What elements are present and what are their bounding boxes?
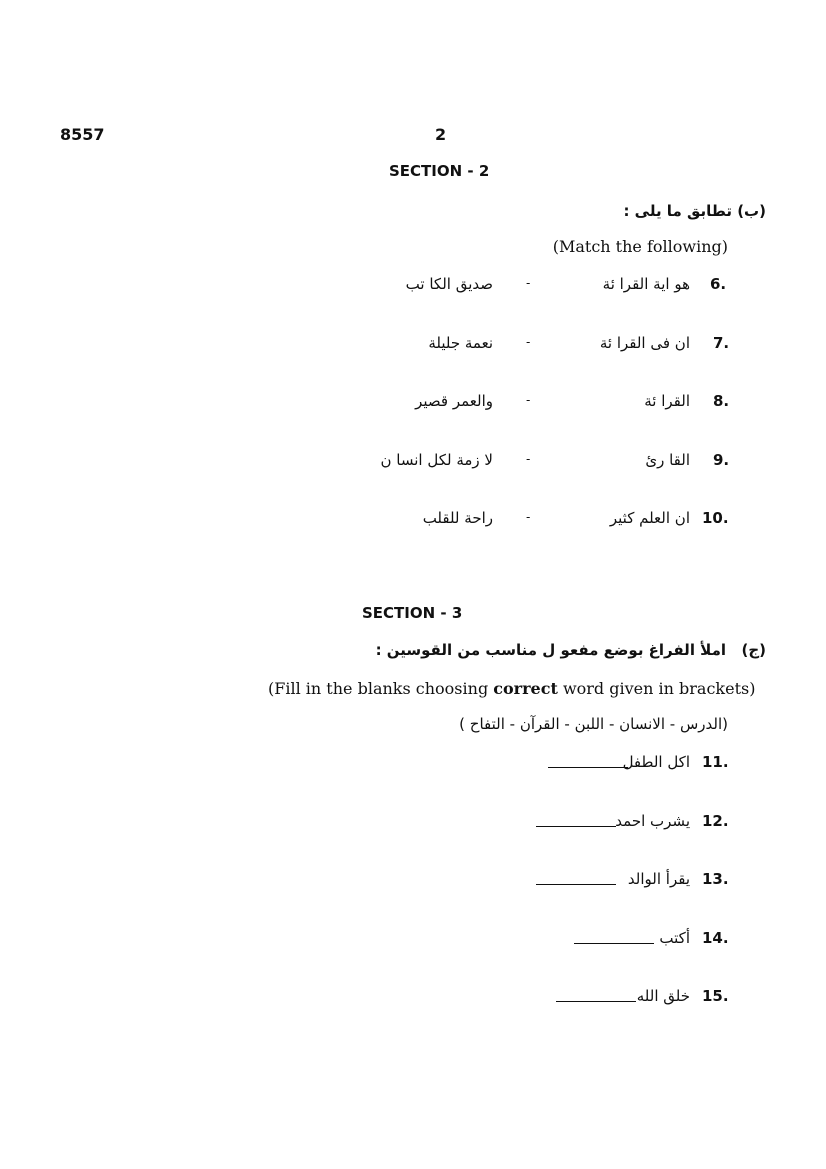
fill-item-number: 12. bbox=[702, 812, 729, 830]
match-item-number: 8. bbox=[713, 392, 730, 410]
match-item-number: 6. bbox=[710, 275, 727, 293]
section-3-instruction-en: (Fill in the blanks choosing correct word given in brackets) bbox=[268, 679, 756, 698]
match-item-left: هو اية القرا ئة bbox=[602, 275, 690, 293]
match-item-number: 10. bbox=[702, 509, 729, 527]
match-item-separator: - bbox=[526, 452, 531, 466]
fill-item-text: اكل الطفل bbox=[622, 753, 690, 771]
answer-blank[interactable] bbox=[536, 814, 616, 827]
section-2-instruction-ar: (ب) تطابق ما يلى : bbox=[623, 202, 766, 220]
fill-item-text: أكتب bbox=[659, 929, 690, 947]
fill-item-text: يقرأ الوالد bbox=[627, 870, 690, 888]
section-3-label-ar: (ج) bbox=[741, 641, 766, 659]
answer-blank[interactable] bbox=[574, 931, 654, 944]
match-item-right: راحة للقلب bbox=[422, 509, 493, 527]
match-item-left: ان العلم كثير bbox=[609, 509, 690, 527]
match-item-left: القرا ئة bbox=[644, 392, 690, 410]
answer-blank[interactable] bbox=[556, 989, 636, 1002]
answer-blank[interactable] bbox=[548, 755, 628, 768]
match-item-right: صديق الكا تب bbox=[405, 275, 493, 293]
section-3-title: SECTION - 3 bbox=[362, 604, 463, 622]
fill-item-number: 11. bbox=[702, 753, 729, 771]
fill-item-number: 13. bbox=[702, 870, 729, 888]
fill-item-number: 15. bbox=[702, 987, 729, 1005]
match-item-right: لا زمة لكل انسا ن bbox=[380, 451, 493, 469]
match-item-left: القا رئ bbox=[645, 451, 690, 469]
match-item-number: 7. bbox=[713, 334, 730, 352]
fill-item-text: خلق الله bbox=[636, 987, 690, 1005]
page-number: 2 bbox=[435, 125, 447, 144]
answer-blank[interactable] bbox=[536, 872, 616, 885]
match-item-separator: - bbox=[526, 276, 531, 290]
match-item-right: والعمر قصير bbox=[415, 392, 493, 410]
emphasis-correct: correct bbox=[493, 679, 558, 698]
paper-code: 8557 bbox=[60, 125, 105, 144]
section-2-title: SECTION - 2 bbox=[389, 162, 490, 180]
word-bank: (الدرس - الانسان - اللبن - القرآن - التفاح ) bbox=[459, 715, 728, 733]
match-item-separator: - bbox=[526, 335, 531, 349]
match-item-separator: - bbox=[526, 393, 531, 407]
match-item-left: ان فى القرا ئة bbox=[599, 334, 690, 352]
section-2-instruction-en: (Match the following) bbox=[552, 237, 728, 256]
match-item-right: نعمة جليلة bbox=[428, 334, 493, 352]
fill-item-number: 14. bbox=[702, 929, 729, 947]
match-item-separator: - bbox=[526, 510, 531, 524]
fill-item-text: يشرب احمد bbox=[615, 812, 690, 830]
section-3-instruction-ar: املأ الفراغ بوضع مفعو ل مناسب من القوسين : bbox=[375, 641, 726, 659]
match-item-number: 9. bbox=[713, 451, 730, 469]
